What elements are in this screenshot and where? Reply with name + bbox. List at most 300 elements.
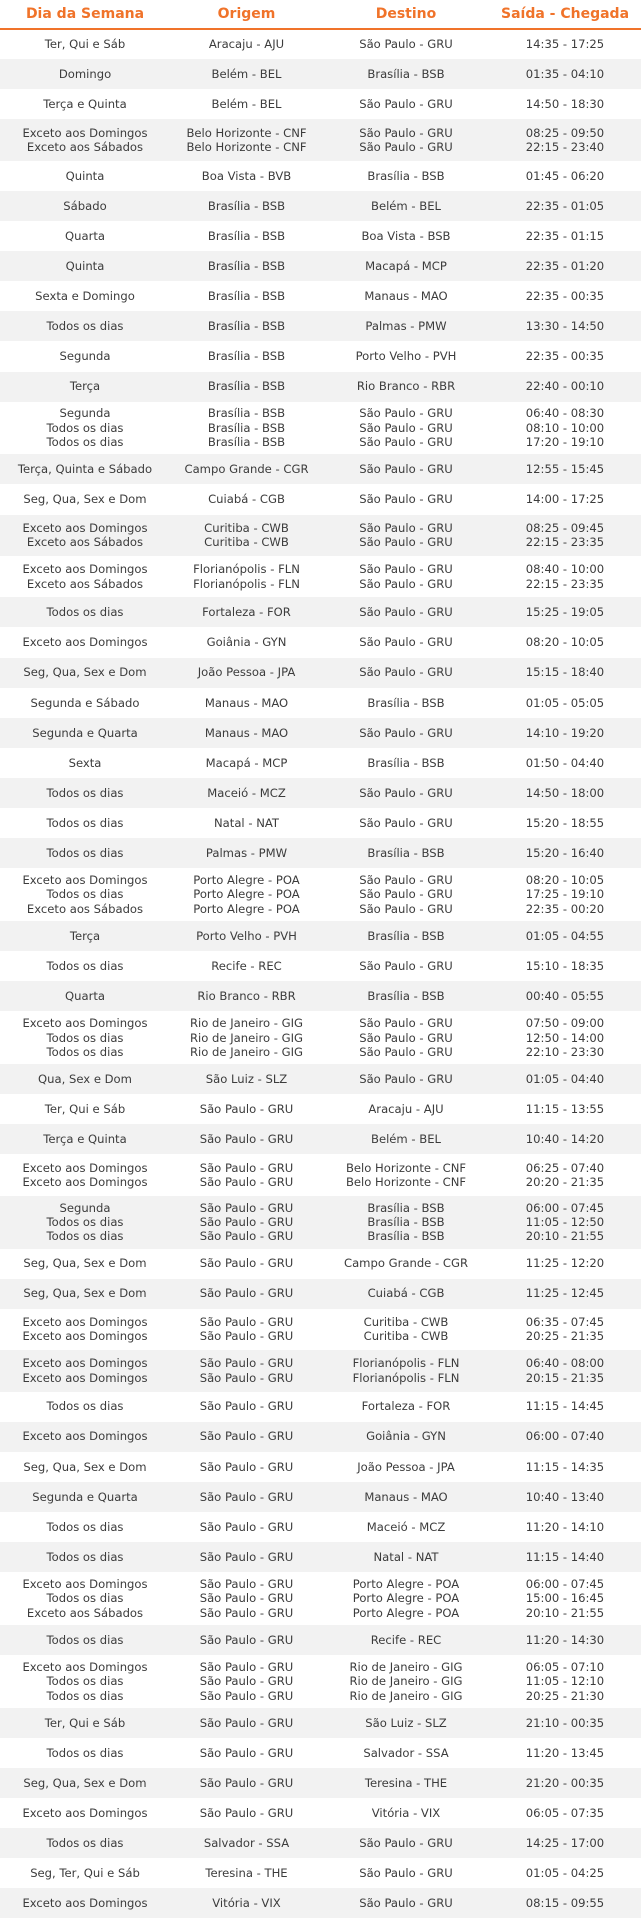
weekday-cell-line: Segunda [59, 349, 111, 364]
times-cell-line: 11:15 - 14:35 [525, 1459, 605, 1474]
times-cell-line: 21:10 - 00:35 [525, 1715, 605, 1730]
weekday-cell-line: Quinta [65, 168, 105, 183]
origin-cell-line: Belém - BEL [211, 97, 282, 112]
destination-cell-line: Boa Vista - BSB [361, 228, 451, 243]
destination-cell-line: Brasília - BSB [367, 1229, 445, 1244]
times-cell [489, 1064, 641, 1094]
table-row [0, 454, 641, 484]
destination-cell [323, 1011, 489, 1064]
destination-cell [323, 838, 489, 868]
weekday-cell [0, 778, 170, 808]
times-cell [489, 1625, 641, 1655]
origin-cell [170, 1655, 323, 1708]
times-cell-line: 11:05 - 12:10 [525, 1674, 605, 1689]
origin-cell-line: São Paulo - GRU [199, 1256, 294, 1271]
weekday-cell-line: Domingo [58, 66, 112, 81]
weekday-cell [0, 1154, 170, 1195]
destination-cell [323, 1309, 489, 1350]
times-cell-line: 08:10 - 10:00 [525, 420, 605, 435]
destination-cell [323, 556, 489, 597]
origin-cell-line: Belém - BEL [211, 66, 282, 81]
origin-cell-line: Rio de Janeiro - GIG [189, 1016, 303, 1031]
destination-cell-line: São Paulo - GRU [359, 462, 453, 477]
times-cell-line: 14:10 - 19:20 [525, 725, 605, 740]
destination-cell-line: Cuiabá - CGB [367, 1286, 445, 1301]
destination-cell-line: São Paulo - GRU [359, 1044, 453, 1059]
destination-cell [323, 1768, 489, 1798]
weekday-cell [0, 921, 170, 951]
times-cell-line: 08:20 - 10:05 [525, 873, 605, 888]
weekday-cell-line: Todos os dias [46, 1519, 124, 1534]
origin-cell-line: Brasília - BSB [207, 420, 286, 435]
destination-cell-line: Maceió - MCZ [366, 1519, 446, 1534]
destination-cell-line: Belém - BEL [370, 1132, 442, 1147]
destination-cell-line: São Paulo - GRU [359, 435, 453, 450]
destination-cell-line: Belo Horizonte - CNF [345, 1160, 467, 1175]
weekday-cell-line: Todos os dias [46, 1030, 124, 1045]
weekday-cell [0, 1279, 170, 1309]
destination-cell-line: Florianópolis - FLN [352, 1356, 460, 1371]
origin-cell [170, 1512, 323, 1542]
origin-cell-line: São Paulo - GRU [199, 1715, 294, 1730]
times-cell-line: 00:40 - 05:55 [525, 989, 605, 1004]
destination-cell [323, 341, 489, 371]
weekday-cell-line: Ter, Qui e Sáb [44, 1715, 126, 1730]
origin-cell [170, 1392, 323, 1422]
table-row [0, 718, 641, 748]
origin-cell-line: São Paulo - GRU [199, 1160, 294, 1175]
destination-cell-line: Rio de Janeiro - GIG [349, 1674, 463, 1689]
table-row [0, 1309, 641, 1350]
times-cell-line: 20:20 - 21:35 [525, 1175, 605, 1190]
origin-cell-line: São Paulo - GRU [199, 1370, 294, 1385]
times-cell-line: 15:15 - 18:40 [525, 665, 605, 680]
times-cell [489, 1768, 641, 1798]
times-cell [489, 808, 641, 838]
destination-cell [323, 372, 489, 402]
times-cell-line: 15:25 - 19:05 [525, 605, 605, 620]
times-cell-line: 08:15 - 09:55 [525, 1896, 605, 1911]
origin-cell [170, 921, 323, 951]
weekday-cell-line: Todos os dias [46, 605, 124, 620]
weekday-cell-line: Segunda [59, 406, 111, 421]
destination-cell [323, 29, 489, 59]
times-cell-line: 14:50 - 18:30 [525, 97, 605, 112]
destination-cell [323, 1738, 489, 1768]
destination-cell-line: São Paulo - GRU [359, 520, 453, 535]
origin-cell-line: Campo Grande - CGR [184, 462, 309, 477]
times-cell-line: 22:15 - 23:35 [525, 535, 605, 550]
destination-cell [323, 1482, 489, 1512]
origin-cell-line: São Paulo - GRU [199, 1591, 294, 1606]
origin-cell [170, 311, 323, 341]
destination-cell [323, 1196, 489, 1249]
weekday-cell [0, 1625, 170, 1655]
origin-cell-line: Rio de Janeiro - GIG [189, 1030, 303, 1045]
origin-cell [170, 1422, 323, 1452]
table-row [0, 1011, 641, 1064]
weekday-cell-line: Terça [69, 928, 101, 943]
destination-cell-line: São Paulo - GRU [359, 901, 453, 916]
origin-cell-line: Florianópolis - FLN [193, 562, 300, 577]
origin-cell [170, 191, 323, 221]
origin-cell [170, 1064, 323, 1094]
origin-cell-line: São Paulo - GRU [199, 1674, 294, 1689]
header-weekday: Dia da Semana [0, 0, 170, 29]
weekday-cell-line: Quarta [65, 228, 105, 243]
times-cell [489, 1828, 641, 1858]
destination-cell-line: Natal - NAT [373, 1549, 439, 1564]
destination-cell-line: Curitiba - CWB [363, 1315, 449, 1330]
table-row [0, 1572, 641, 1625]
times-cell-line: 11:15 - 14:40 [525, 1549, 605, 1564]
times-cell-line: 08:40 - 10:00 [525, 562, 605, 577]
times-cell [489, 1350, 641, 1391]
times-cell [489, 484, 641, 514]
table-row [0, 251, 641, 281]
destination-cell [323, 402, 489, 455]
weekday-cell-line: Segunda [59, 1200, 111, 1215]
times-cell-line: 20:25 - 21:30 [525, 1688, 605, 1703]
destination-cell-line: Recife - REC [370, 1632, 442, 1647]
origin-cell [170, 1350, 323, 1391]
times-cell [489, 1309, 641, 1350]
header-destination: Destino [323, 0, 489, 29]
origin-cell [170, 868, 323, 921]
weekday-cell-line: Todos os dias [46, 420, 124, 435]
destination-cell-line: São Paulo - GRU [359, 1835, 453, 1850]
origin-cell-line: São Paulo - GRU [199, 1745, 294, 1760]
destination-cell-line: São Paulo - GRU [359, 406, 453, 421]
table-row [0, 1249, 641, 1279]
destination-cell-line: São Paulo - GRU [359, 887, 453, 902]
times-cell [489, 1011, 641, 1064]
weekday-cell [0, 191, 170, 221]
times-cell-line: 06:40 - 08:00 [525, 1356, 605, 1371]
times-cell [489, 119, 641, 160]
times-cell-line: 11:15 - 14:45 [525, 1399, 605, 1414]
times-cell-line: 15:20 - 16:40 [525, 846, 605, 861]
weekday-cell-line: Todos os dias [46, 785, 124, 800]
table-row [0, 1738, 641, 1768]
times-cell-line: 12:50 - 14:00 [525, 1030, 605, 1045]
origin-cell-line: São Luiz - SLZ [205, 1071, 288, 1086]
destination-cell-line: Brasília - BSB [367, 989, 445, 1004]
weekday-cell [0, 1452, 170, 1482]
table-row [0, 627, 641, 657]
table-row [0, 597, 641, 627]
destination-cell [323, 1798, 489, 1828]
origin-cell-line: São Paulo - GRU [199, 1229, 294, 1244]
destination-cell [323, 1452, 489, 1482]
times-cell-line: 01:05 - 04:55 [525, 928, 605, 943]
weekday-cell [0, 838, 170, 868]
origin-cell-line: Brasília - BSB [207, 379, 286, 394]
destination-cell [323, 1392, 489, 1422]
times-cell-line: 06:40 - 08:30 [525, 406, 605, 421]
origin-cell-line: Porto Alegre - POA [193, 887, 300, 902]
weekday-cell-line: Todos os dias [46, 1399, 124, 1414]
destination-cell [323, 311, 489, 341]
times-cell [489, 778, 641, 808]
times-cell [489, 748, 641, 778]
weekday-cell-line: Exceto aos Sábados [26, 1605, 144, 1620]
origin-cell [170, 658, 323, 688]
times-cell-line: 01:50 - 04:40 [525, 755, 605, 770]
origin-cell [170, 251, 323, 281]
weekday-cell-line: Seg, Qua, Sex e Dom [23, 1286, 147, 1301]
table-row [0, 748, 641, 778]
origin-cell-line: Goiânia - GYN [206, 635, 287, 650]
weekday-cell-line: Sexta [68, 755, 102, 770]
times-cell [489, 1422, 641, 1452]
origin-cell-line: Porto Alegre - POA [193, 901, 300, 916]
table-row [0, 119, 641, 160]
origin-cell [170, 119, 323, 160]
weekday-cell [0, 1708, 170, 1738]
origin-cell [170, 1249, 323, 1279]
table-row [0, 1888, 641, 1918]
times-cell-line: 12:55 - 15:45 [525, 462, 605, 477]
weekday-cell-line: Exceto aos Domingos [22, 125, 148, 140]
table-row [0, 1858, 641, 1888]
times-cell [489, 372, 641, 402]
times-cell-line: 11:20 - 14:30 [525, 1632, 605, 1647]
destination-cell-line: São Paulo - GRU [359, 492, 453, 507]
times-cell [489, 921, 641, 951]
table-row [0, 1708, 641, 1738]
origin-cell-line: Porto Velho - PVH [196, 928, 297, 943]
weekday-cell-line: Seg, Ter, Qui e Sáb [30, 1866, 140, 1881]
destination-cell [323, 951, 489, 981]
destination-cell [323, 1655, 489, 1708]
weekday-cell-line: Seg, Qua, Sex e Dom [23, 492, 147, 507]
weekday-cell [0, 221, 170, 251]
weekday-cell-line: Exceto aos Domingos [22, 1805, 148, 1820]
weekday-cell [0, 718, 170, 748]
table-row [0, 658, 641, 688]
destination-cell-line: Brasília - BSB [367, 928, 445, 943]
origin-cell [170, 1708, 323, 1738]
times-cell-line: 01:05 - 04:25 [525, 1866, 605, 1881]
table-row [0, 1768, 641, 1798]
times-cell-line: 11:15 - 13:55 [525, 1102, 605, 1117]
destination-cell-line: Porto Alegre - POA [352, 1591, 460, 1606]
destination-cell-line: Brasília - BSB [367, 1214, 445, 1229]
weekday-cell [0, 454, 170, 484]
origin-cell [170, 221, 323, 251]
origin-cell [170, 515, 323, 556]
times-cell [489, 1249, 641, 1279]
times-cell-line: 06:00 - 07:45 [525, 1576, 605, 1591]
origin-cell [170, 1572, 323, 1625]
weekday-cell-line: Sexta e Domingo [35, 289, 135, 304]
times-cell-line: 22:35 - 00:35 [525, 349, 605, 364]
origin-cell-line: Florianópolis - FLN [193, 576, 300, 591]
weekday-cell [0, 89, 170, 119]
destination-cell-line: São Paulo - GRU [359, 635, 453, 650]
times-cell-line: 11:05 - 12:50 [525, 1214, 605, 1229]
weekday-cell-line: Exceto aos Domingos [22, 1329, 148, 1344]
origin-cell-line: Porto Alegre - POA [193, 873, 300, 888]
weekday-cell [0, 1249, 170, 1279]
destination-cell-line: São Paulo - GRU [359, 725, 453, 740]
table-row [0, 1279, 641, 1309]
destination-cell [323, 89, 489, 119]
destination-cell-line: Campo Grande - CGR [343, 1256, 469, 1271]
destination-cell [323, 1888, 489, 1918]
table-row [0, 838, 641, 868]
origin-cell-line: São Paulo - GRU [199, 1549, 294, 1564]
weekday-cell-line: Exceto aos Domingos [22, 1356, 148, 1371]
origin-cell-line: São Paulo - GRU [199, 1775, 294, 1790]
origin-cell [170, 808, 323, 838]
times-cell-line: 10:40 - 13:40 [525, 1489, 605, 1504]
origin-cell [170, 748, 323, 778]
times-cell-line: 06:35 - 07:45 [525, 1315, 605, 1330]
table-row [0, 1482, 641, 1512]
destination-cell-line: Rio Branco - RBR [356, 379, 456, 394]
origin-cell-line: Recife - REC [211, 958, 282, 973]
weekday-cell-line: Exceto aos Domingos [22, 1896, 148, 1911]
times-cell-line: 08:25 - 09:45 [525, 520, 605, 535]
times-cell-line: 22:15 - 23:40 [525, 140, 605, 155]
times-cell [489, 281, 641, 311]
weekday-cell [0, 1888, 170, 1918]
destination-cell-line: Palmas - PMW [365, 319, 447, 334]
origin-cell-line: São Paulo - GRU [199, 1459, 294, 1474]
weekday-cell-line: Exceto aos Sábados [26, 140, 144, 155]
origin-cell [170, 484, 323, 514]
weekday-cell-line: Segunda e Sábado [30, 695, 140, 710]
destination-cell-line: Porto Alegre - POA [352, 1605, 460, 1620]
times-cell-line: 06:00 - 07:45 [525, 1200, 605, 1215]
destination-cell [323, 688, 489, 718]
table-row [0, 341, 641, 371]
origin-cell [170, 838, 323, 868]
weekday-cell-line: Todos os dias [46, 1688, 124, 1703]
weekday-cell-line: Quinta [65, 258, 105, 273]
weekday-cell-line: Todos os dias [46, 1591, 124, 1606]
origin-cell-line: Natal - NAT [214, 815, 279, 830]
table-row [0, 1542, 641, 1572]
table-row [0, 921, 641, 951]
table-row [0, 808, 641, 838]
origin-cell-line: São Paulo - GRU [199, 1659, 294, 1674]
origin-cell [170, 1124, 323, 1154]
origin-cell [170, 981, 323, 1011]
destination-cell-line: Salvador - SSA [363, 1745, 449, 1760]
destination-cell-line: São Paulo - GRU [359, 785, 453, 800]
times-cell [489, 191, 641, 221]
destination-cell-line: Goiânia - GYN [366, 1429, 446, 1444]
destination-cell [323, 808, 489, 838]
destination-cell-line: Fortaleza - FOR [361, 1399, 451, 1414]
table-row [0, 951, 641, 981]
destination-cell-line: Rio de Janeiro - GIG [349, 1688, 463, 1703]
times-cell-line: 21:20 - 00:35 [525, 1775, 605, 1790]
origin-cell [170, 1625, 323, 1655]
times-cell-line: 06:00 - 07:40 [525, 1429, 605, 1444]
destination-cell-line: Brasília - BSB [367, 168, 445, 183]
origin-cell [170, 341, 323, 371]
times-cell [489, 311, 641, 341]
table-row [0, 1154, 641, 1195]
origin-cell [170, 1828, 323, 1858]
weekday-cell [0, 627, 170, 657]
destination-cell [323, 1064, 489, 1094]
origin-cell [170, 688, 323, 718]
weekday-cell-line: Todos os dias [46, 887, 124, 902]
origin-cell-line: Boa Vista - BVB [201, 168, 292, 183]
times-cell-line: 13:30 - 14:50 [525, 319, 605, 334]
weekday-cell [0, 951, 170, 981]
weekday-cell [0, 161, 170, 191]
origin-cell-line: Vitória - VIX [212, 1896, 281, 1911]
times-cell [489, 597, 641, 627]
weekday-cell-line: Ter, Qui e Sáb [44, 1102, 126, 1117]
destination-cell [323, 1094, 489, 1124]
weekday-cell-line: Todos os dias [46, 1632, 124, 1647]
origin-cell [170, 1542, 323, 1572]
destination-cell [323, 515, 489, 556]
weekday-cell [0, 515, 170, 556]
destination-cell [323, 191, 489, 221]
times-cell [489, 161, 641, 191]
destination-cell [323, 1708, 489, 1738]
weekday-cell-line: Todos os dias [46, 1674, 124, 1689]
origin-cell-line: Manaus - MAO [204, 725, 289, 740]
destination-cell-line: Florianópolis - FLN [352, 1370, 460, 1385]
times-cell [489, 1572, 641, 1625]
weekday-cell-line: Segunda e Quarta [32, 1489, 138, 1504]
weekday-cell [0, 402, 170, 455]
destination-cell [323, 981, 489, 1011]
table-row [0, 1625, 641, 1655]
origin-cell-line: Curitiba - CWB [204, 535, 289, 550]
origin-cell-line: Teresina - THE [205, 1866, 288, 1881]
table-row [0, 1064, 641, 1094]
times-cell [489, 1858, 641, 1888]
weekday-cell [0, 1064, 170, 1094]
weekday-cell [0, 1738, 170, 1768]
times-cell-line: 20:10 - 21:55 [525, 1605, 605, 1620]
weekday-cell-line: Terça e Quinta [43, 1132, 127, 1147]
weekday-cell [0, 1858, 170, 1888]
table-row [0, 1124, 641, 1154]
destination-cell [323, 718, 489, 748]
origin-cell-line: São Paulo - GRU [199, 1399, 294, 1414]
times-cell-line: 14:00 - 17:25 [525, 492, 605, 507]
origin-cell-line: Belo Horizonte - CNF [186, 125, 307, 140]
weekday-cell [0, 868, 170, 921]
origin-cell-line: São Paulo - GRU [199, 1200, 294, 1215]
weekday-cell-line: Exceto aos Domingos [22, 1160, 148, 1175]
origin-cell [170, 1738, 323, 1768]
table-row [0, 191, 641, 221]
destination-cell-line: São Paulo - GRU [359, 815, 453, 830]
table-row [0, 1655, 641, 1708]
times-cell-line: 14:25 - 17:00 [525, 1835, 605, 1850]
table-row [0, 1512, 641, 1542]
times-cell-line: 10:40 - 14:20 [525, 1132, 605, 1147]
times-cell [489, 89, 641, 119]
weekday-cell [0, 1655, 170, 1708]
table-row [0, 29, 641, 59]
origin-cell-line: São Paulo - GRU [199, 1286, 294, 1301]
weekday-cell-line: Todos os dias [46, 1214, 124, 1229]
table-row [0, 868, 641, 921]
